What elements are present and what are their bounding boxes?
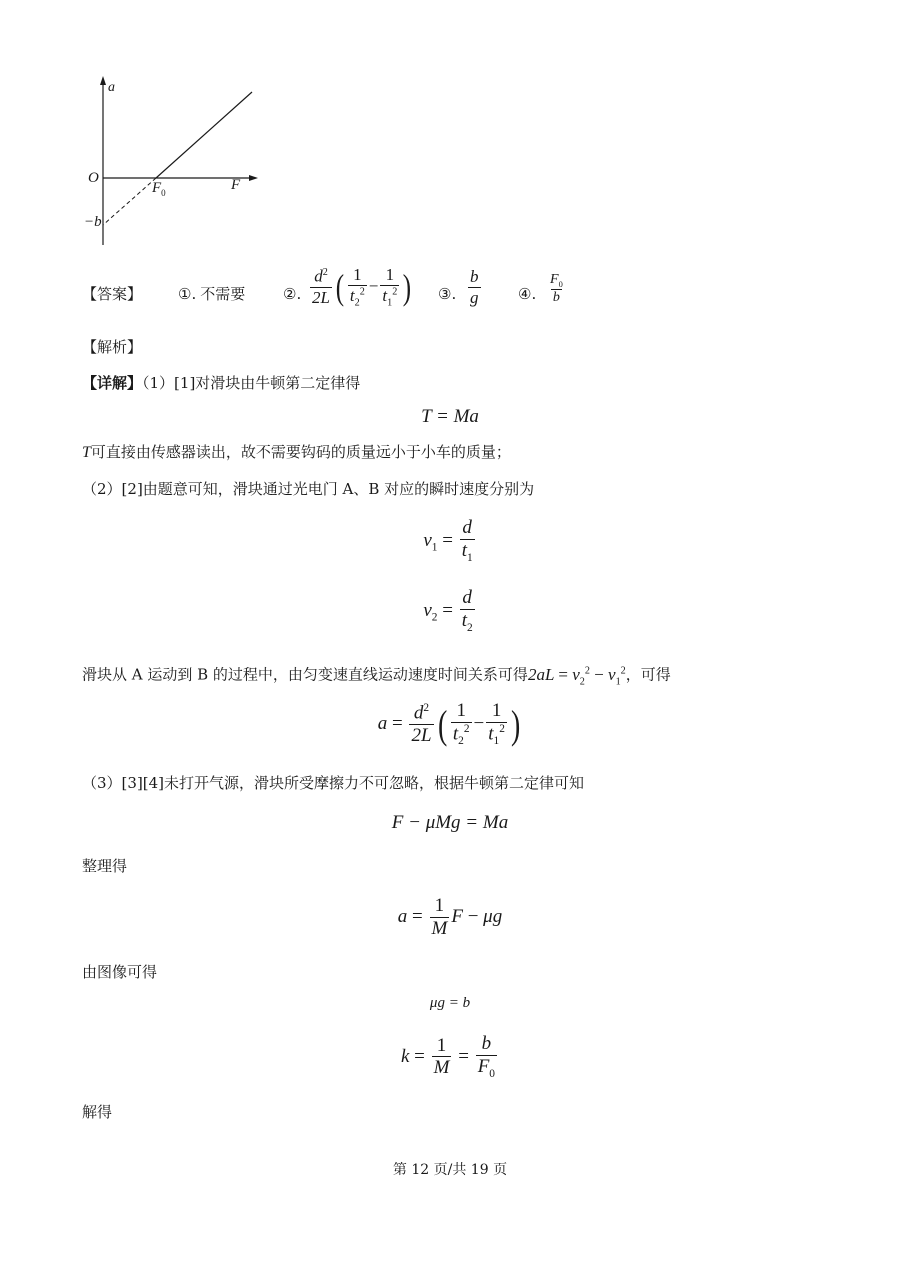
answer-option-4-marker: ④. xyxy=(518,285,537,303)
answer-option-1: ①. 不需要 xyxy=(178,285,246,303)
equation-F-muMg: F − μMg = Ma xyxy=(391,812,509,833)
extrapolated-dashed-line xyxy=(103,178,156,225)
detail-line-8: 解得 xyxy=(82,1103,113,1121)
analysis-tag: 【解析】 xyxy=(82,338,143,356)
equation-v1: $v_1$ = $\frac{d}{t_1}$ xyxy=(423,517,473,564)
y-axis-label: a xyxy=(108,80,115,95)
answer-tag: 【答案】 xyxy=(82,285,143,303)
detail-line-6: 整理得 xyxy=(82,857,128,875)
equation-a: a = $\frac{d^2}{2L}$ ( $\frac{1}{t_2^2}$ − $\frac{1}{t_1^2}$ ) xyxy=(377,700,521,748)
detail-line-4: 滑块从 A 运动到 B 的过程中，由匀变速直线运动速度时间关系可得$2aL = v_2^2 - v_1^2$，可得 xyxy=(82,664,671,688)
page-footer: 第 12 页/共 19 页 xyxy=(392,1162,508,1178)
x-axis-label: F xyxy=(231,177,241,193)
equation-a-1-over-M: a = $\frac{1}{M}$ F − μg xyxy=(397,895,503,939)
x-intercept-label: $F_0$ xyxy=(152,180,166,198)
y-intercept-label: −b xyxy=(84,214,102,230)
answer-option-3-formula: $\frac{b}{g}$ xyxy=(470,267,479,307)
equation-T-Ma: T = Ma xyxy=(421,406,479,427)
detail-line-1: 【详解】（1）[1]对滑块由牛顿第二定律得 xyxy=(82,374,361,392)
y-axis-arrow xyxy=(100,76,106,85)
equation-k: k = $\frac{1}{M}$ = $\frac{b}{F_0}$ xyxy=(400,1033,495,1080)
detail-line-3: （2）[2]由题意可知，滑块通过光电门 A、B 对应的瞬时速度分别为 xyxy=(82,480,535,498)
answer-option-2-marker: ②. xyxy=(283,285,302,303)
detail-line-2: T可直接由传感器读出，故不需要钩码的质量远小于小车的质量； xyxy=(82,443,511,461)
detail-line-7: 由图像可得 xyxy=(82,963,158,981)
answer-option-3-marker: ③. xyxy=(438,285,457,303)
detail-line-5: （3）[3][4]未打开气源，滑块所受摩擦力不可忽略，根据牛顿第二定律可知 xyxy=(82,774,585,792)
origin-label: O xyxy=(88,170,99,186)
a-vs-F-graph xyxy=(80,70,280,270)
fit-line xyxy=(156,92,252,178)
x-axis-arrow xyxy=(249,175,258,181)
answer-option-2-formula: $\frac{d^2}{2L}$ ( $\frac{1}{t_2^2}$ − $\frac{1}{t_1^2}$ ) xyxy=(312,265,412,309)
equation-v2: $v_2$ = $\frac{d}{t_2}$ xyxy=(423,587,473,634)
equation-mug-b: μg = b xyxy=(429,995,471,1011)
answer-option-4-formula: $\frac{F_0}{b}$ xyxy=(550,272,563,306)
